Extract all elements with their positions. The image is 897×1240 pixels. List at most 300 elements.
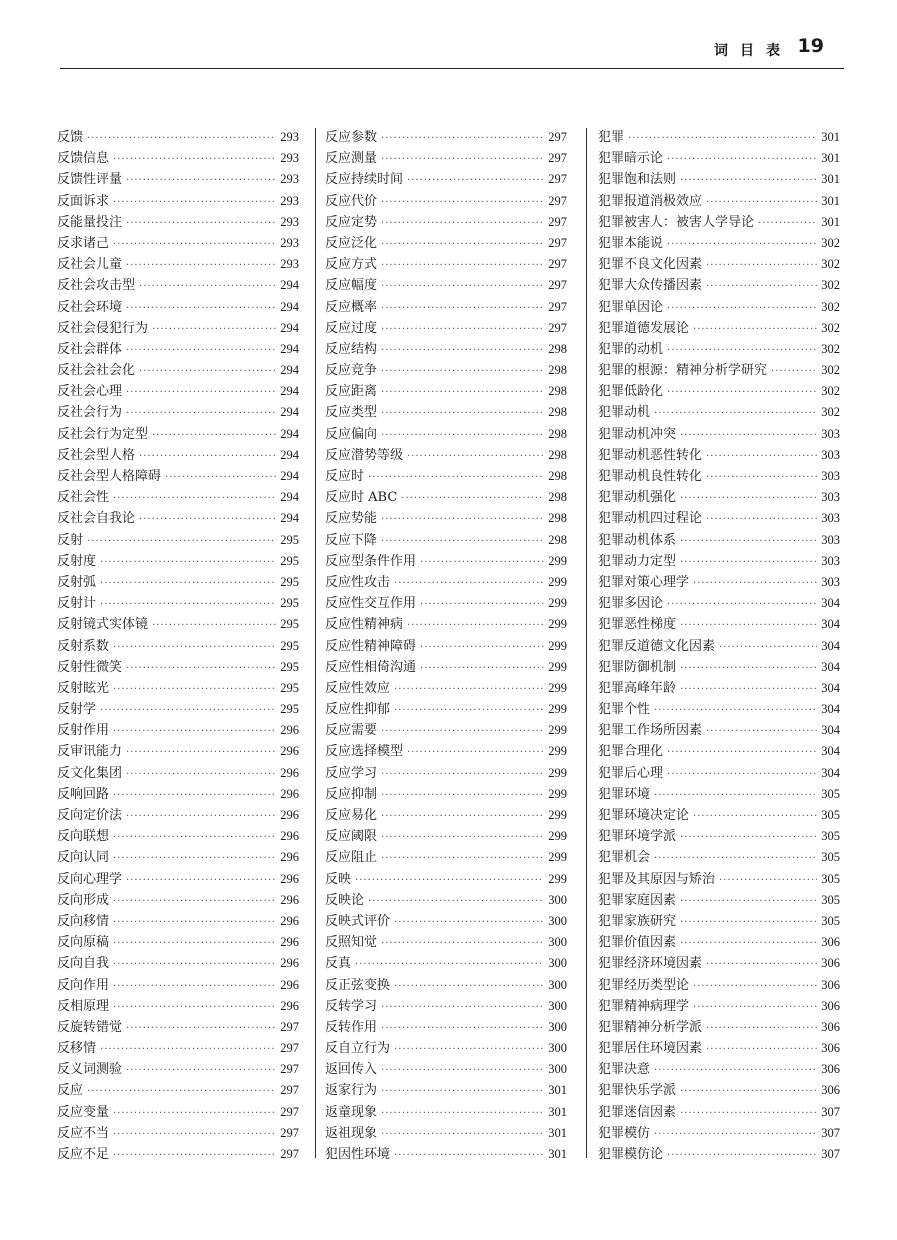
dot-leader xyxy=(381,213,544,234)
index-entry xyxy=(57,763,299,784)
index-term: 反馈 xyxy=(57,130,84,145)
index-entry xyxy=(325,678,567,699)
index-page-number: 296 xyxy=(280,829,299,844)
index-entry xyxy=(598,148,840,169)
index-page-number: 305 xyxy=(821,913,840,928)
index-term: 反射度 xyxy=(57,553,97,569)
index-page-number: 293 xyxy=(280,130,299,144)
index-entry xyxy=(325,890,567,911)
index-entry xyxy=(325,614,567,635)
index-page-number: 305 xyxy=(821,808,840,822)
index-entry xyxy=(57,1123,299,1144)
index-page-number: 296 xyxy=(280,892,299,907)
index-page-number: 298 xyxy=(548,384,567,399)
index-page-number: 297 xyxy=(548,172,567,187)
index-page-number: 297 xyxy=(548,278,567,293)
index-entry xyxy=(57,953,299,974)
index-entry xyxy=(57,191,299,212)
dot-leader xyxy=(113,997,276,1018)
dot-leader xyxy=(680,679,817,700)
dot-leader xyxy=(680,170,817,191)
index-term: 犯罪报道消极效应 xyxy=(598,193,703,209)
index-column-2 xyxy=(325,127,567,1165)
dot-leader xyxy=(420,658,544,679)
index-term: 反社会行为 xyxy=(57,405,123,421)
dot-leader xyxy=(381,255,544,276)
index-entry xyxy=(57,720,299,741)
dot-leader xyxy=(381,848,544,869)
index-entry xyxy=(598,508,840,529)
index-entry xyxy=(325,593,567,614)
index-entry xyxy=(325,275,567,296)
dot-leader xyxy=(394,679,544,700)
dot-leader xyxy=(381,764,544,785)
index-term: 反应过度 xyxy=(325,320,378,336)
index-term: 反应 xyxy=(57,1083,84,1099)
index-page-number: 298 xyxy=(548,511,567,526)
index-page-number: 296 xyxy=(280,935,299,950)
index-term: 反射 xyxy=(57,532,84,548)
index-page-number: 301 xyxy=(821,214,840,229)
index-entry xyxy=(598,487,840,508)
dot-leader xyxy=(693,976,817,997)
index-page-number: 293 xyxy=(280,193,299,208)
index-entry xyxy=(325,254,567,275)
index-term: 反旋转错觉 xyxy=(57,1019,123,1035)
dot-leader xyxy=(680,552,817,573)
index-term: 犯罪反道德文化因素 xyxy=(598,638,716,654)
index-entry xyxy=(598,381,840,402)
index-page-number: 296 xyxy=(280,786,299,801)
dot-leader xyxy=(381,340,544,361)
dot-leader xyxy=(706,192,817,213)
index-entry xyxy=(325,127,567,148)
index-term: 反向认同 xyxy=(57,850,110,866)
dot-leader xyxy=(113,149,276,170)
dot-leader xyxy=(381,531,544,552)
dot-leader xyxy=(654,403,817,424)
index-entry xyxy=(325,847,567,868)
index-term: 反社会自我论 xyxy=(57,511,136,527)
index-page-number: 293 xyxy=(280,235,299,250)
index-page-number: 306 xyxy=(821,998,840,1013)
index-entry xyxy=(598,445,840,466)
dot-leader xyxy=(126,870,276,891)
dot-leader xyxy=(165,467,276,488)
index-term: 反向心理学 xyxy=(57,871,123,887)
index-term: 犯罪工作场所因素 xyxy=(598,723,703,739)
index-entry xyxy=(325,784,567,805)
dot-leader xyxy=(381,298,544,319)
index-page-number: 297 xyxy=(280,1104,299,1119)
index-entry xyxy=(325,932,567,953)
dot-leader xyxy=(381,403,544,424)
index-term: 反应持续时间 xyxy=(325,172,404,188)
dot-leader xyxy=(113,1103,276,1124)
index-term: 犯罪家族研究 xyxy=(598,913,677,929)
index-term: 反向作用 xyxy=(57,977,110,993)
index-term: 犯罪不良文化因素 xyxy=(598,257,703,273)
index-entry xyxy=(325,1059,567,1080)
index-page-number: 299 xyxy=(548,829,567,844)
index-entry xyxy=(325,1038,567,1059)
index-term: 犯罪机会 xyxy=(598,850,651,866)
index-term: 反移情 xyxy=(57,1041,97,1057)
index-entry xyxy=(598,784,840,805)
dot-leader xyxy=(100,552,276,573)
index-page-number: 306 xyxy=(821,1041,840,1056)
dot-leader xyxy=(368,467,544,488)
index-term: 犯罪被害人：被害人学导论 xyxy=(598,214,755,230)
index-entry xyxy=(57,699,299,720)
index-page-number: 295 xyxy=(280,553,299,568)
dot-leader xyxy=(407,615,544,636)
index-entry xyxy=(57,593,299,614)
dot-leader xyxy=(654,785,817,806)
index-page-number: 297 xyxy=(548,320,567,335)
index-term: 反应参数 xyxy=(325,130,378,145)
dot-leader xyxy=(719,870,817,891)
index-page-number: 297 xyxy=(280,1041,299,1056)
index-page-number: 294 xyxy=(280,384,299,399)
index-term: 反社会心理 xyxy=(57,384,123,400)
dot-leader xyxy=(381,933,544,954)
index-page-number: 304 xyxy=(821,596,840,611)
dot-leader xyxy=(139,276,276,297)
section-label: 词目表 xyxy=(714,43,792,59)
dot-leader xyxy=(680,827,817,848)
dot-leader xyxy=(394,1039,544,1060)
index-page-number: 294 xyxy=(280,426,299,441)
index-term: 犯罪 xyxy=(598,130,625,145)
index-page-number: 302 xyxy=(821,341,840,356)
dot-leader xyxy=(113,234,276,255)
index-page-number: 303 xyxy=(821,447,840,462)
index-entry xyxy=(57,1080,299,1101)
index-page-number: 300 xyxy=(548,1062,567,1077)
index-page-number: 304 xyxy=(821,744,840,759)
index-page-number: 301 xyxy=(548,1083,567,1098)
index-term: 犯罪经历类型论 xyxy=(598,977,690,993)
dot-leader xyxy=(706,255,817,276)
index-term: 反社会型人格 xyxy=(57,447,136,463)
dot-leader xyxy=(87,531,276,552)
index-page-number: 303 xyxy=(821,532,840,547)
index-entry xyxy=(598,551,840,572)
index-term: 反社会儿童 xyxy=(57,257,123,273)
dot-leader xyxy=(680,658,817,679)
dot-leader xyxy=(654,848,817,869)
index-page-number: 294 xyxy=(280,405,299,420)
index-term: 犯罪家庭因素 xyxy=(598,892,677,908)
index-term: 反应竞争 xyxy=(325,363,378,379)
index-entry xyxy=(325,1017,567,1038)
index-entry xyxy=(57,318,299,339)
dot-leader xyxy=(100,594,276,615)
index-term: 犯罪暗示论 xyxy=(598,151,664,167)
index-term: 反应时 xyxy=(325,469,365,484)
index-entry xyxy=(598,212,840,233)
dot-leader xyxy=(381,1103,544,1124)
index-term: 反义词测验 xyxy=(57,1062,123,1078)
dot-leader xyxy=(126,340,276,361)
index-entry xyxy=(598,402,840,423)
index-page-number: 301 xyxy=(548,1125,567,1140)
index-term: 犯罪经济环境因素 xyxy=(598,956,703,972)
index-entry xyxy=(598,1059,840,1080)
index-entry xyxy=(598,826,840,847)
index-term: 反社会环境 xyxy=(57,299,123,315)
index-term: 反应型条件作用 xyxy=(325,553,417,569)
dot-leader xyxy=(381,319,544,340)
index-term: 反应性交互作用 xyxy=(325,596,417,612)
index-page-number: 299 xyxy=(548,680,567,695)
index-entry xyxy=(57,911,299,932)
index-entry xyxy=(598,572,840,593)
index-page-number: 294 xyxy=(280,299,299,314)
index-entry xyxy=(57,297,299,318)
index-term: 犯罪后心理 xyxy=(598,765,664,781)
index-page-number: 306 xyxy=(821,935,840,950)
index-entry xyxy=(598,911,840,932)
dot-leader xyxy=(126,298,276,319)
dot-leader xyxy=(758,213,817,234)
index-entry xyxy=(598,678,840,699)
index-page-number: 300 xyxy=(548,998,567,1013)
index-term: 反审讯能力 xyxy=(57,744,123,760)
index-page-number: 295 xyxy=(280,659,299,674)
index-page-number: 303 xyxy=(821,574,840,589)
index-term: 反映论 xyxy=(325,892,365,908)
index-page-number: 300 xyxy=(548,935,567,950)
column-divider xyxy=(315,128,316,1158)
dot-leader xyxy=(126,170,276,191)
index-term: 犯罪模仿 xyxy=(598,1125,651,1141)
index-term: 反射作用 xyxy=(57,723,110,739)
index-page-number: 302 xyxy=(821,405,840,420)
index-column-1 xyxy=(57,127,299,1165)
index-page-number: 294 xyxy=(280,511,299,526)
dot-leader xyxy=(126,1018,276,1039)
index-term: 反照知觉 xyxy=(325,935,378,951)
index-term: 反应时 ABC xyxy=(325,490,398,506)
index-term: 反射系数 xyxy=(57,638,110,654)
index-term: 反面诉求 xyxy=(57,193,110,209)
index-entry xyxy=(325,360,567,381)
index-entry xyxy=(598,1080,840,1101)
index-page-number: 303 xyxy=(821,511,840,526)
index-page-number: 298 xyxy=(548,426,567,441)
dot-leader xyxy=(100,1039,276,1060)
index-term: 犯罪多因论 xyxy=(598,596,664,612)
index-page-number: 298 xyxy=(548,490,567,505)
dot-leader xyxy=(394,573,544,594)
dot-leader xyxy=(680,615,817,636)
index-entry xyxy=(325,636,567,657)
index-page-number: 295 xyxy=(280,596,299,611)
index-page-number: 300 xyxy=(548,1041,567,1056)
dot-leader xyxy=(126,658,276,679)
index-term: 反相原理 xyxy=(57,998,110,1014)
dot-leader xyxy=(113,488,276,509)
index-term: 反应需要 xyxy=(325,723,378,739)
index-entry xyxy=(325,318,567,339)
index-page-number: 307 xyxy=(821,1104,840,1119)
index-page-number: 299 xyxy=(548,723,567,738)
index-page-number: 302 xyxy=(821,257,840,272)
dot-leader xyxy=(394,700,544,721)
index-term: 犯罪单因论 xyxy=(598,299,664,315)
index-entry xyxy=(325,720,567,741)
index-term: 反应幅度 xyxy=(325,278,378,294)
index-entry xyxy=(325,953,567,974)
dot-leader xyxy=(407,742,544,763)
dot-leader xyxy=(706,1039,817,1060)
dot-leader xyxy=(113,1124,276,1145)
index-page-number: 297 xyxy=(548,214,567,229)
dot-leader xyxy=(706,467,817,488)
index-term: 犯罪决意 xyxy=(598,1062,651,1078)
index-page-number: 296 xyxy=(280,808,299,822)
index-term: 反应下降 xyxy=(325,532,378,548)
index-entry xyxy=(598,593,840,614)
index-page-number: 295 xyxy=(280,702,299,717)
index-term: 反社会社会化 xyxy=(57,363,136,379)
index-term: 犯罪价值因素 xyxy=(598,935,677,951)
index-entry xyxy=(57,805,299,826)
dot-leader xyxy=(420,552,544,573)
dot-leader xyxy=(706,509,817,530)
index-entry xyxy=(325,487,567,508)
index-page-number: 300 xyxy=(548,892,567,907)
index-term: 反应偏向 xyxy=(325,426,378,442)
index-term: 返祖现象 xyxy=(325,1125,378,1141)
index-entry xyxy=(57,233,299,254)
index-term: 反应性精神障碍 xyxy=(325,638,417,654)
index-entry xyxy=(325,699,567,720)
index-term: 反应结构 xyxy=(325,341,378,357)
index-entry xyxy=(325,763,567,784)
index-entry xyxy=(325,1080,567,1101)
dot-leader xyxy=(381,425,544,446)
index-page-number: 298 xyxy=(548,532,567,547)
index-page-number: 299 xyxy=(548,638,567,653)
index-term: 犯因性环境 xyxy=(325,1147,391,1162)
dot-leader xyxy=(152,319,276,340)
index-entry xyxy=(57,932,299,953)
index-term: 犯罪动机冲突 xyxy=(598,426,677,442)
index-term: 反应阈限 xyxy=(325,829,378,845)
index-page-number: 301 xyxy=(821,193,840,208)
index-entry xyxy=(325,530,567,551)
dot-leader xyxy=(126,1060,276,1081)
dot-leader xyxy=(693,806,817,827)
index-entry xyxy=(57,678,299,699)
dot-leader xyxy=(667,594,817,615)
index-entry xyxy=(325,1123,567,1144)
index-page-number: 299 xyxy=(548,574,567,589)
dot-leader xyxy=(113,637,276,658)
index-page-number: 296 xyxy=(280,850,299,865)
index-term: 犯罪及其原因与矫治 xyxy=(598,871,716,887)
index-term: 犯罪恶性梯度 xyxy=(598,617,677,633)
index-term: 犯罪迷信因素 xyxy=(598,1104,677,1120)
index-term: 反应性抑郁 xyxy=(325,702,391,718)
index-page-number: 293 xyxy=(280,172,299,187)
index-term: 反应性精神病 xyxy=(325,617,404,633)
dot-leader xyxy=(381,382,544,403)
index-entry xyxy=(598,953,840,974)
index-entry xyxy=(325,445,567,466)
dot-leader xyxy=(394,1145,544,1166)
index-term: 反应代价 xyxy=(325,193,378,209)
index-entry xyxy=(57,614,299,635)
index-entry xyxy=(57,402,299,423)
dot-leader xyxy=(126,742,276,763)
index-term: 反馈信息 xyxy=(57,151,110,167)
index-term: 反向形成 xyxy=(57,892,110,908)
index-term: 返童现象 xyxy=(325,1104,378,1120)
index-entry xyxy=(57,487,299,508)
index-page-number: 299 xyxy=(548,617,567,632)
dot-leader xyxy=(654,1124,817,1145)
index-term: 反转作用 xyxy=(325,1019,378,1035)
index-page-number: 295 xyxy=(280,617,299,632)
index-page-number: 296 xyxy=(280,977,299,992)
index-page-number: 297 xyxy=(548,151,567,166)
dot-leader xyxy=(654,700,817,721)
index-page-number: 305 xyxy=(821,786,840,801)
dot-leader xyxy=(667,149,817,170)
index-page-number: 304 xyxy=(821,680,840,695)
index-page-number: 304 xyxy=(821,723,840,738)
index-page-number: 297 xyxy=(280,1083,299,1098)
index-term: 反射弧 xyxy=(57,574,97,590)
index-entry xyxy=(598,275,840,296)
index-entry xyxy=(57,975,299,996)
dot-leader xyxy=(139,446,276,467)
dot-leader xyxy=(680,1103,817,1124)
index-term: 犯罪动机恶性转化 xyxy=(598,447,703,463)
index-entry xyxy=(57,1059,299,1080)
index-page-number: 293 xyxy=(280,151,299,166)
index-page-number: 294 xyxy=(280,320,299,335)
index-page-number: 293 xyxy=(280,257,299,272)
index-page-number: 297 xyxy=(548,257,567,272)
index-entry xyxy=(325,826,567,847)
dot-leader xyxy=(693,573,817,594)
index-page-number: 297 xyxy=(548,193,567,208)
index-term: 反能量投注 xyxy=(57,214,123,230)
index-entry xyxy=(57,381,299,402)
index-term: 犯罪饱和法则 xyxy=(598,172,677,188)
index-entry xyxy=(57,530,299,551)
index-term: 反社会行为定型 xyxy=(57,426,149,442)
dot-leader xyxy=(368,891,544,912)
dot-leader xyxy=(706,446,817,467)
index-entry xyxy=(598,1038,840,1059)
dot-leader xyxy=(394,976,544,997)
index-term: 反向移情 xyxy=(57,913,110,929)
index-term: 反向自我 xyxy=(57,956,110,972)
index-term: 反应不足 xyxy=(57,1147,110,1162)
index-entry xyxy=(57,360,299,381)
index-entry xyxy=(598,466,840,487)
index-entry xyxy=(598,720,840,741)
dot-leader xyxy=(680,1081,817,1102)
index-page-number: 303 xyxy=(821,469,840,483)
index-entry xyxy=(57,212,299,233)
